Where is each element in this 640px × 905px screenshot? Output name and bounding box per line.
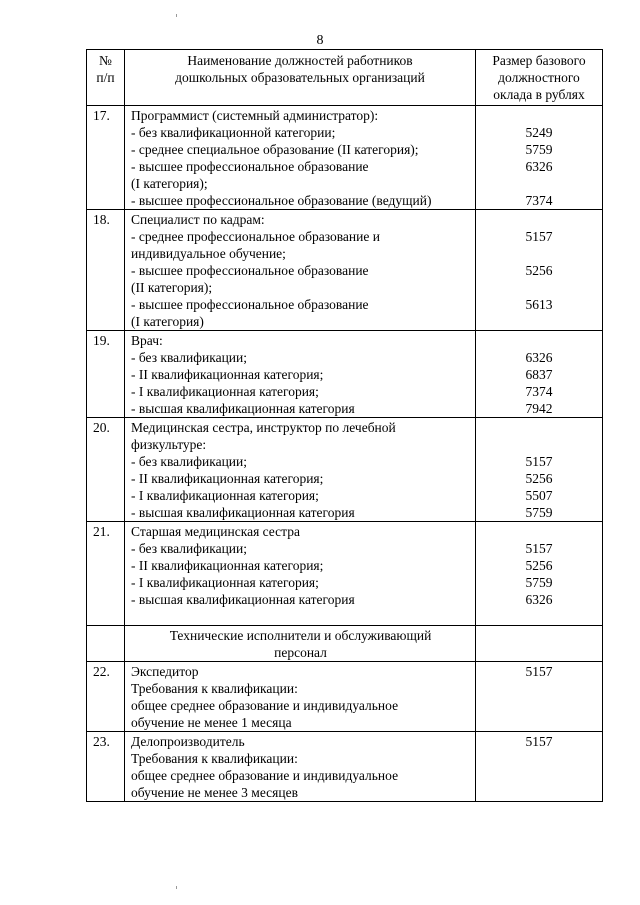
description-line: - I квалификационная категория; [131, 384, 319, 399]
salary-value: 5613 [525, 297, 553, 312]
salary-value: 5157 [525, 664, 553, 679]
description-line: Программист (системный администратор): [131, 108, 379, 123]
salary-value: 6326 [525, 350, 553, 365]
description-line: общее среднее образование и индивидуальное [131, 698, 399, 713]
salary-value [476, 107, 602, 124]
description-line: - высшее профессиональное образование [131, 263, 369, 278]
salary-value [476, 750, 602, 767]
salary-value [476, 419, 602, 436]
description-line: - I квалификационная категория; [131, 575, 319, 590]
position-description [125, 106, 476, 210]
row-number: 17. [87, 106, 125, 210]
description-line: Врач: [131, 333, 163, 348]
salary-value [476, 784, 602, 801]
scan-mark [176, 14, 177, 17]
description-line: - высшее профессиональное образование [131, 159, 369, 174]
salary-value [476, 436, 602, 453]
description-line: Медицинская сестра, инструктор по лечебной [131, 420, 396, 435]
row-number: 19. [87, 331, 125, 418]
description-line: - высшая квалификационная категория [131, 592, 355, 607]
description-line: Требования к квалификации: [131, 681, 298, 696]
position-description [125, 331, 476, 418]
header-position-name: Наименование должностей работников дошкольных образовательных организаций [125, 50, 476, 106]
description-line: - без квалификации; [131, 454, 247, 469]
position-description [125, 418, 476, 522]
description-line: физкультуре: [131, 437, 207, 452]
description-line: - II квалификационная категория; [131, 367, 324, 382]
row-number: 20. [87, 418, 125, 522]
row-number: 22. [87, 662, 125, 732]
position-description [125, 210, 476, 331]
description-line: - без квалификации; [131, 350, 247, 365]
salary-value: 6326 [525, 159, 553, 174]
header-salary: Размер базового должностного оклада в рублях [476, 50, 603, 106]
header-number: № п/п [87, 50, 125, 106]
position-description [125, 662, 476, 732]
table-row [87, 106, 603, 210]
description-line: - среднее специальное образование (II категория); [131, 142, 419, 157]
description-line: Экспедитор [131, 664, 199, 679]
description-line: Специалист по кадрам: [131, 212, 265, 227]
table-row [87, 418, 603, 522]
salary-value: 5256 [525, 263, 553, 278]
description-line: (I категория) [131, 314, 204, 329]
position-description [125, 522, 476, 626]
salary-value [476, 175, 602, 192]
salary-values [476, 732, 603, 802]
description-line: - высшее профессиональное образование [131, 297, 369, 312]
section-header-row [87, 626, 603, 662]
salary-value [476, 279, 602, 296]
salary-values [476, 106, 603, 210]
description-line: - высшее профессиональное образование (ведущий) [131, 193, 432, 208]
salary-values [476, 626, 603, 662]
salary-value [476, 627, 602, 644]
description-line: Технические исполнители и обслуживающий [169, 628, 432, 643]
table-row [87, 732, 603, 802]
description-line: - высшая квалификационная категория [131, 505, 355, 520]
salary-value: 7374 [525, 384, 553, 399]
salary-value [476, 608, 602, 625]
description-line: - среднее профессиональное образование и [131, 229, 380, 244]
salary-value [476, 644, 602, 661]
description-line: (II категория); [131, 280, 213, 295]
salary-value [476, 714, 602, 731]
table-row [87, 662, 603, 732]
description-line: - II квалификационная категория; [131, 471, 324, 486]
description-line: - без квалификационной категории; [131, 125, 336, 140]
row-number [87, 626, 125, 662]
description-line: - высшая квалификационная категория [131, 401, 355, 416]
salary-value [476, 332, 602, 349]
salary-values [476, 522, 603, 626]
row-number: 23. [87, 732, 125, 802]
salary-value: 5157 [525, 229, 553, 244]
scan-mark [176, 886, 177, 889]
salary-value: 7942 [525, 401, 553, 416]
salary-value: 5157 [525, 734, 553, 749]
salary-value [476, 245, 602, 262]
salary-value: 5249 [525, 125, 553, 140]
table-row [87, 522, 603, 626]
description-line: индивидуальное обучение; [131, 246, 286, 261]
salary-value: 6837 [525, 367, 553, 382]
description-line: Старшая медицинская сестра [131, 524, 300, 539]
table-row [87, 210, 603, 331]
description-line: (I категория); [131, 176, 208, 191]
salary-value [476, 523, 602, 540]
salary-value: 5157 [525, 541, 553, 556]
position-description [125, 732, 476, 802]
salary-value: 5759 [525, 505, 553, 520]
salary-value [476, 697, 602, 714]
description-line: Делопроизводитель [131, 734, 245, 749]
salary-value [476, 313, 602, 330]
description-line: - I квалификационная категория; [131, 488, 319, 503]
row-number: 21. [87, 522, 125, 626]
row-number: 18. [87, 210, 125, 331]
page-number: 8 [316, 33, 324, 48]
table-header-row [87, 50, 603, 106]
salary-value: 5157 [525, 454, 553, 469]
salary-values [476, 662, 603, 732]
description-line: Требования к квалификации: [131, 751, 298, 766]
description-line: общее среднее образование и индивидуальное [131, 768, 399, 783]
salary-values [476, 331, 603, 418]
salary-values [476, 210, 603, 331]
description-line: персонал [274, 645, 327, 660]
description-line [131, 608, 470, 625]
salary-table [86, 49, 603, 802]
salary-value: 5507 [525, 488, 553, 503]
salary-value [476, 680, 602, 697]
salary-value: 5759 [525, 575, 553, 590]
table-row [87, 331, 603, 418]
salary-value: 7374 [525, 193, 553, 208]
salary-value: 5759 [525, 142, 553, 157]
salary-value: 5256 [525, 471, 553, 486]
salary-value: 5256 [525, 558, 553, 573]
description-line: - без квалификации; [131, 541, 247, 556]
position-description [125, 626, 476, 662]
salary-values [476, 418, 603, 522]
salary-value [476, 211, 602, 228]
description-line: обучение не менее 3 месяцев [131, 785, 298, 800]
description-line: обучение не менее 1 месяца [131, 715, 292, 730]
salary-value [476, 767, 602, 784]
salary-value: 6326 [525, 592, 553, 607]
description-line: - II квалификационная категория; [131, 558, 324, 573]
